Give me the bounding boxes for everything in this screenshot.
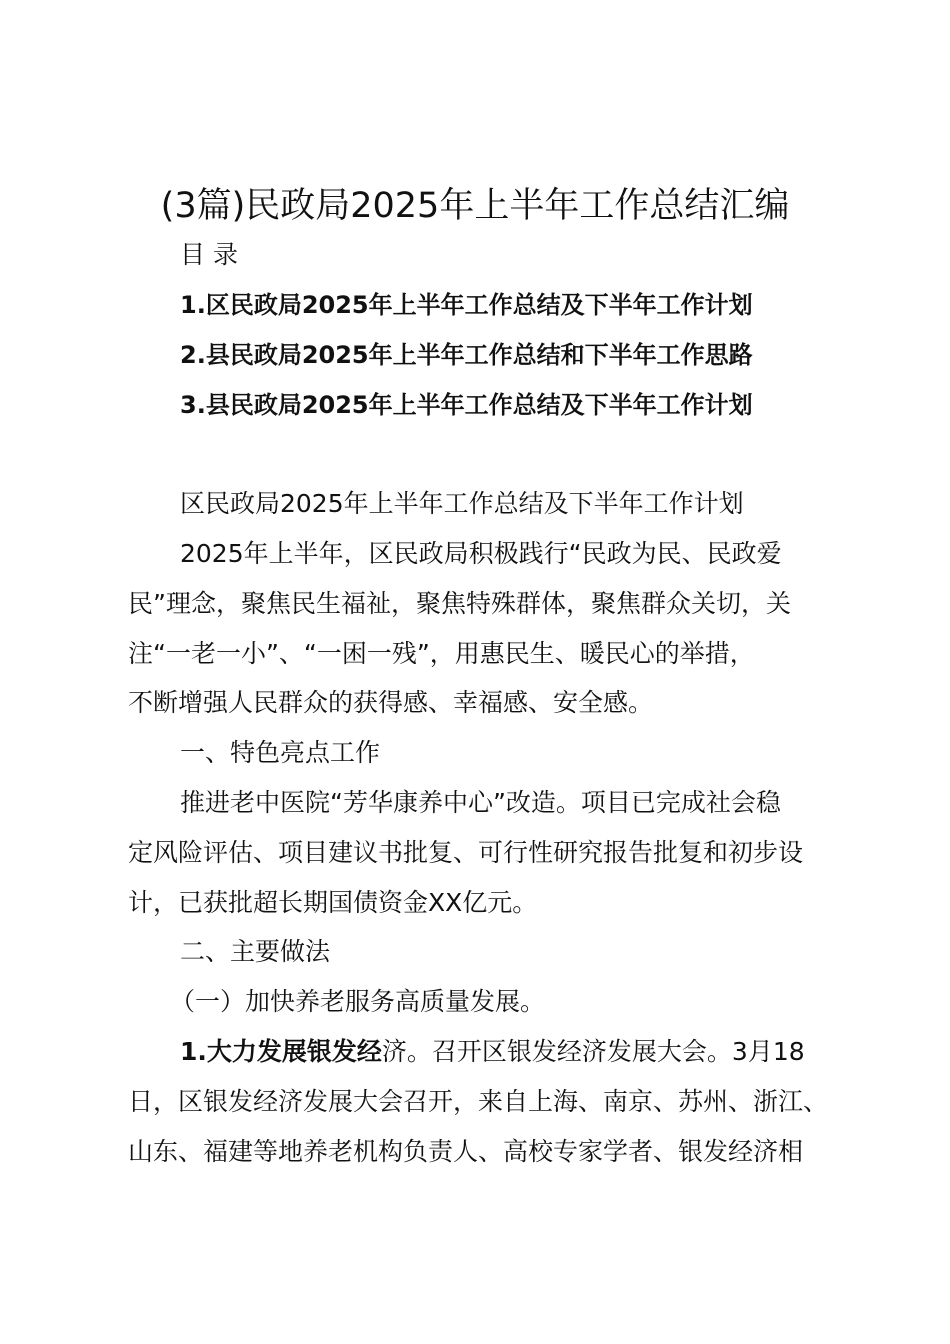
section-heading: 二、主要做法 xyxy=(180,937,331,966)
paragraph-line: 推进老中医院“芳华康养中心”改造。项目已完成社会稳 xyxy=(180,788,781,817)
item-text: 济。召开区银发经济发展大会。3月18 xyxy=(381,1037,805,1066)
paragraph-line: 注“一老一小”、“一困一残”，用惠民生、暖民心的举措， xyxy=(128,639,755,668)
paragraph-line: 山东、福建等地养老机构负责人、高校专家学者、银发经济相 xyxy=(128,1137,804,1166)
toc-item-3: 3.县民政局2025年上半年工作总结及下半年工作计划 xyxy=(180,391,753,419)
item-bold-lead: 1.大力发展银发经 xyxy=(180,1037,382,1066)
toc-heading: 目 录 xyxy=(180,240,238,269)
paragraph-line: 日，区银发经济发展大会召开，来自上海、南京、苏州、浙江、 xyxy=(128,1087,829,1116)
toc-item-2: 2.县民政局2025年上半年工作总结和下半年工作思路 xyxy=(180,341,753,369)
subsection-heading: （一）加快养老服务高质量发展。 xyxy=(170,987,546,1016)
paragraph-line: 2025年上半年，区民政局积极践行“民政为民、民政爱 xyxy=(180,539,782,568)
paragraph-line: 计，已获批超长期国债资金XX亿元。 xyxy=(128,888,538,917)
paragraph-line: 定风险评估、项目建议书批复、可行性研究报告批复和初步设 xyxy=(128,838,804,867)
document-title: (3篇)民政局2025年上半年工作总结汇编 xyxy=(160,186,790,226)
paragraph-line: 不断增强人民群众的获得感、幸福感、安全感。 xyxy=(128,688,654,717)
paragraph-line: 民”理念，聚焦民生福祉，聚焦特殊群体，聚焦群众关切，关 xyxy=(128,589,791,618)
article-heading: 区民政局2025年上半年工作总结及下半年工作计划 xyxy=(180,489,744,518)
section-heading: 一、特色亮点工作 xyxy=(180,738,381,767)
paragraph-line xyxy=(180,1035,805,1069)
toc-item-1: 1.区民政局2025年上半年工作总结及下半年工作计划 xyxy=(180,291,753,319)
